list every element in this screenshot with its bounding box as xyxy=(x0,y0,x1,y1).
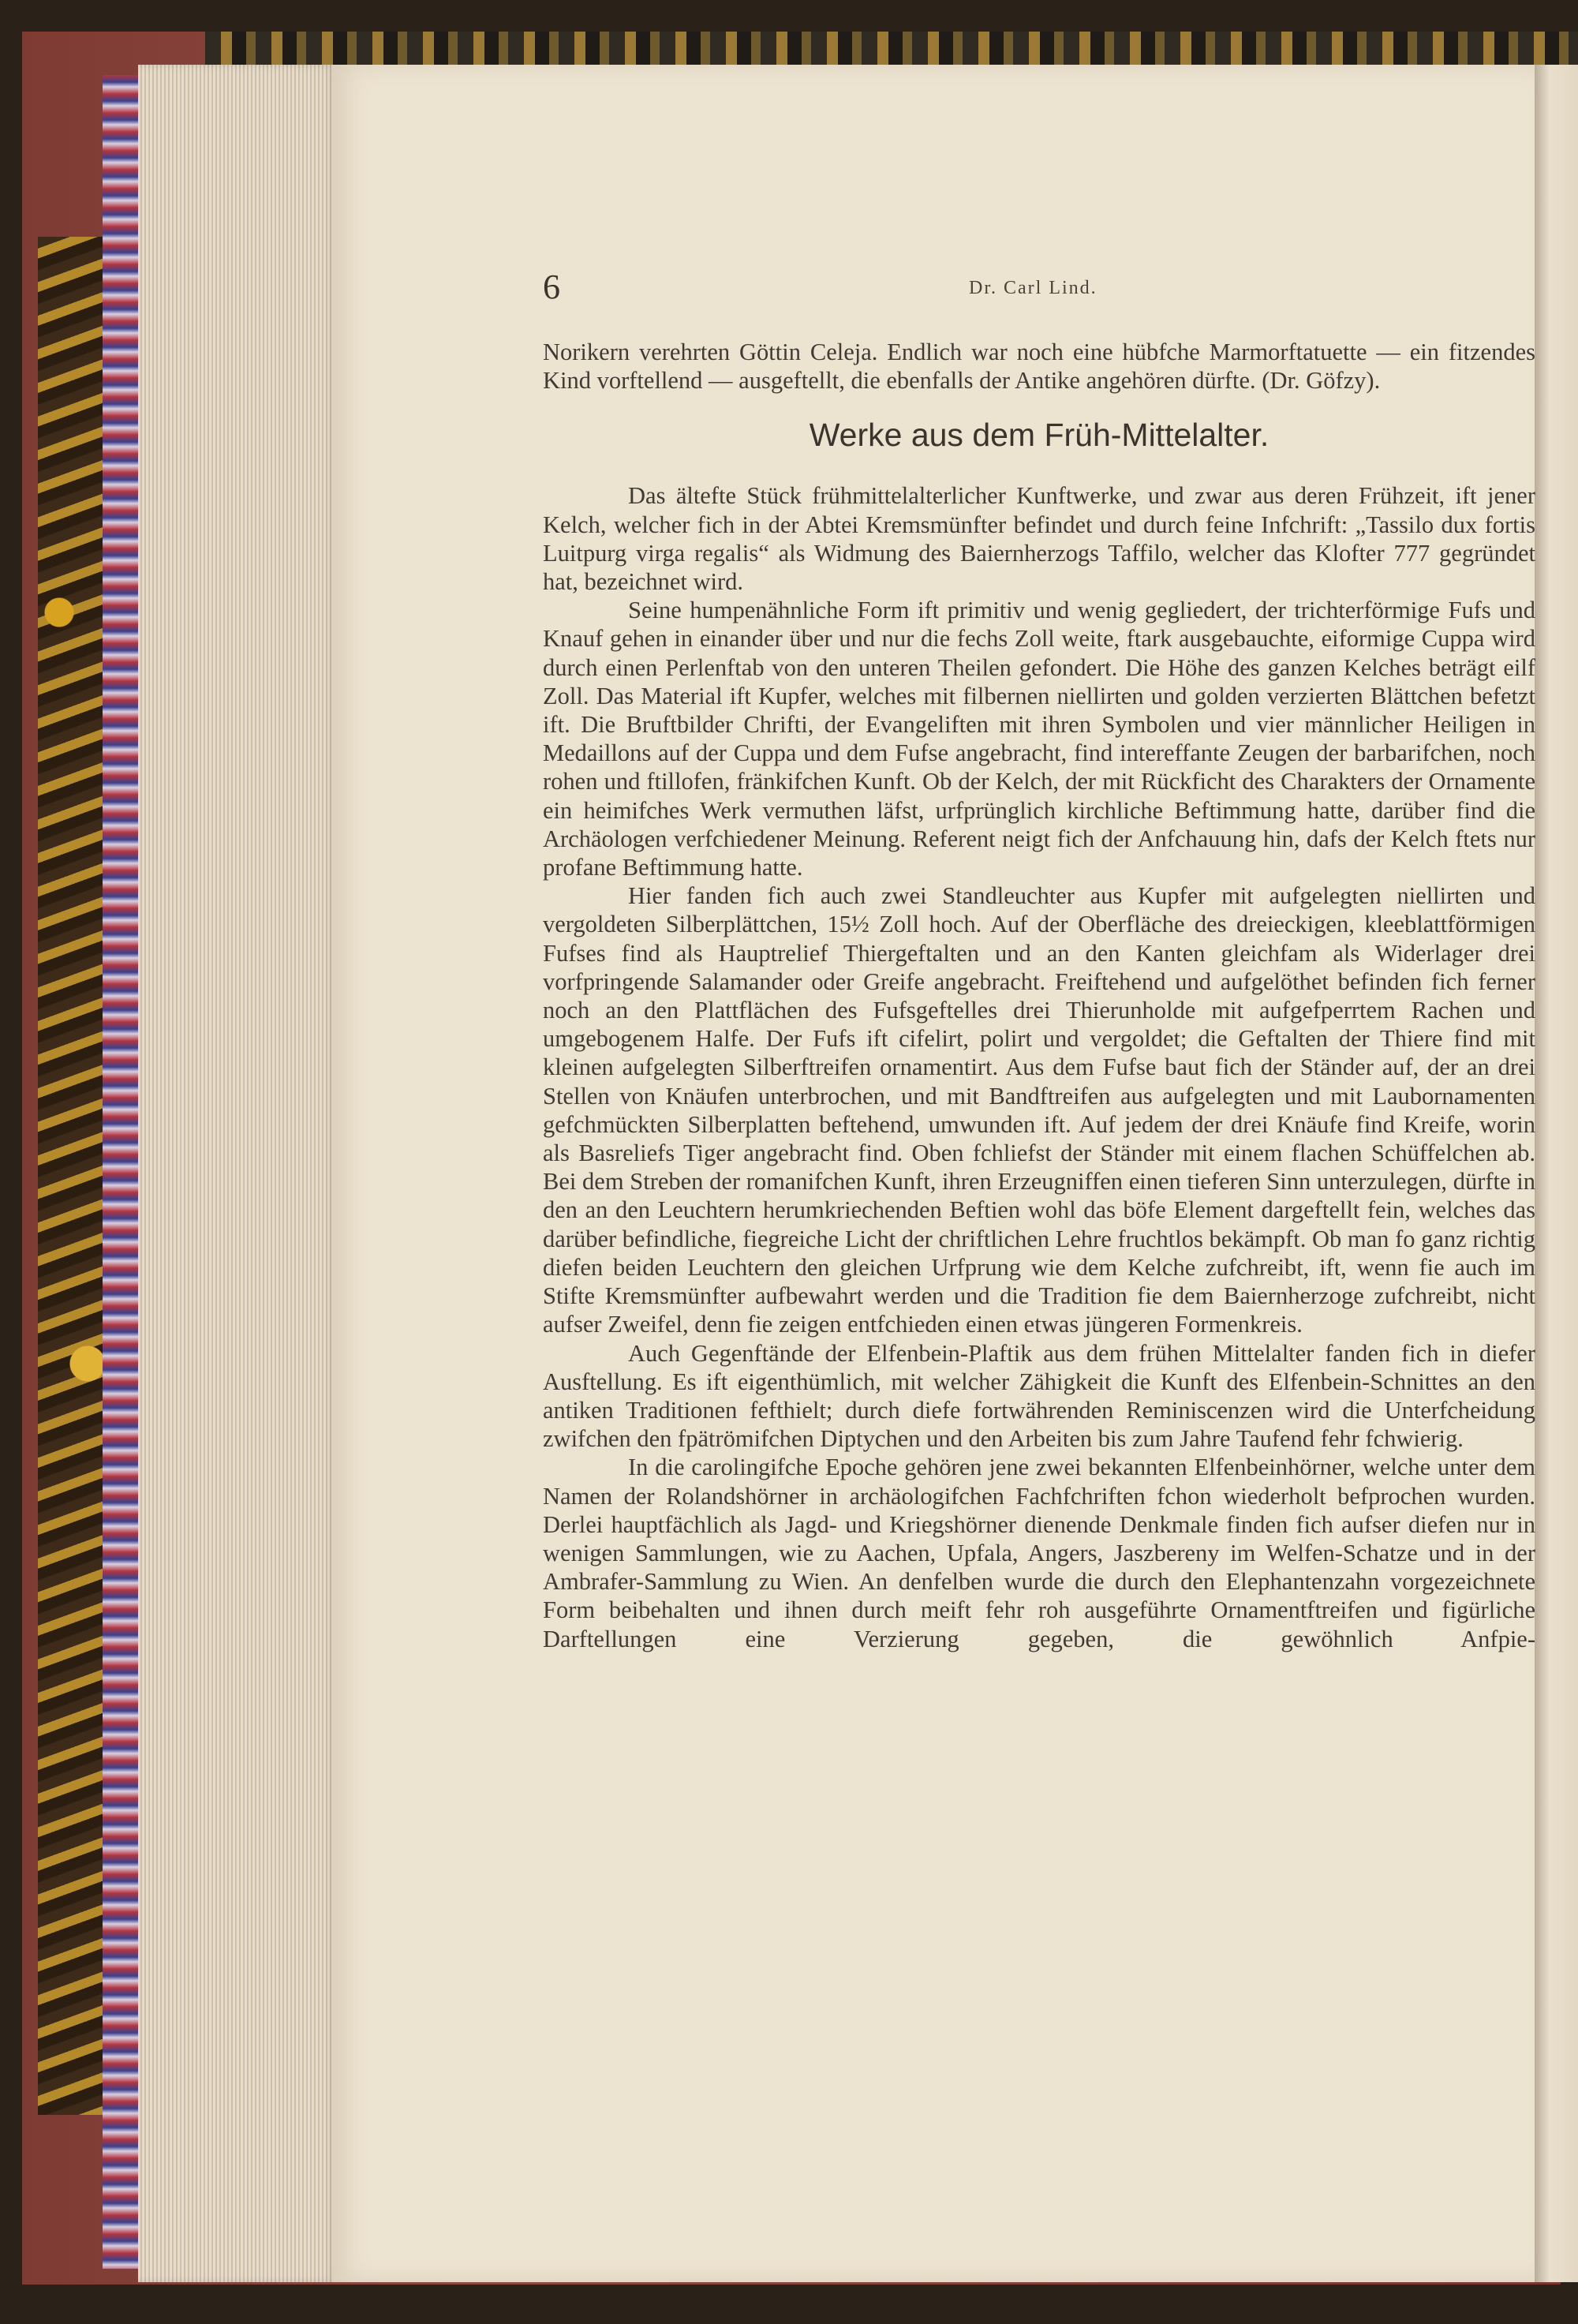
body-text xyxy=(543,338,1535,1653)
facing-page-edge xyxy=(1535,65,1578,2282)
page-stack-edges xyxy=(138,65,335,2282)
section-heading: Werke aus dem Früh-Mittelalter. xyxy=(809,417,1270,454)
marbled-endpaper xyxy=(38,237,109,2115)
paragraph: Auch Gegenftände der Elfenbein-Plaftik aus dem frühen Mittelalter fanden fich in diefer Ausftellung. Es ift eigenthümlich, mit welcher Zähigkeit die Kunft des Elfenbein-Schnittes an den antiken Traditionen fefthielt; durch diefe fortwährenden Reminiscenzen wird die Unterfcheidung zwifchen den fpätrömifchen Diptychen und den Arbeiten bis zum Jahre Taufend fehr fchwierig. xyxy=(543,1339,1535,1453)
page-header xyxy=(543,267,1535,314)
marbled-page-edge xyxy=(103,75,138,2269)
paragraph: Das ältefte Stück frühmittelalterlicher Kunftwerke, und zwar aus deren Frühzeit, ift jener Kelch, welcher fich in der Abtei Kremsmünfter befindet und durch feine Infchrift: „Tassilo dux fortis Luitpurg virga regalis“ als Widmung des Baiernherzogs Taffilo, welcher das Klofter 777 gegründet hat, bezeichnet wird. xyxy=(543,482,1535,596)
paragraph: Seine humpenähnliche Form ift primitiv und wenig gegliedert, der trichterförmige Fufs und Knauf gehen in einander über und nur die fechs Zoll weite, ftark ausgebauchte, eiformige Cuppa wird durch einen Perlenftab von den unteren Theilen gefondert. Die Höhe des ganzen Kelches beträgt eilf Zoll. Das Material ift Kupfer, welches mit filbernen niellirten und golden verzierten Blättchen befetzt ift. Die Bruftbilder Chrifti, der Evangeliften mit ihren Symbolen und vier männlicher Heiligen in Medaillons auf der Cuppa und dem Fufse angebracht, find intereffante Zeugen der barbarifchen, noch rohen und ftillofen, fränkifchen Kunft. Ob der Kelch, der mit Rückficht des Charakters der Ornamente ein heimifches Werk vermuthen läfst, urfprünglich kirchliche Beftimmung hatte, darüber find die Archäologen verfchiedener Meinung. Referent neigt fich der Anfchauung hin, dafs der Kelch ftets nur profane Beftimmung hatte. xyxy=(543,597,1535,881)
intro-paragraph: Norikern verehrten Göttin Celeja. Endlich war noch eine hübfche Marmorftatuette — ein fitzendes Kind vorftellend — ausgeftellt, die ebenfalls der Antike angehören dürfte. (Dr. Göfzy). xyxy=(543,339,1535,395)
paragraph: In die carolingifche Epoche gehören jene zwei bekannten Elfenbeinhörner, welche unter dem Namen der Rolandshörner in archäologifchen Fachfchriften fchon wiederholt befprochen wurden. Derlei hauptfächlich als Jagd- und Kriegshörner dienende Denkmale finden fich aufser diefen nur in wenigen Sammlungen, wie zu Aachen, Upfala, Angers, Jaszbereny im Welfen-Schatze und in der Ambrafer-Sammlung zu Wien. An denfelben wurde die durch den Elephantenzahn vorgezeichnete Form beibehalten und ihnen durch meift fehr roh ausgeführte Ornamentftreifen und figürliche Darftellungen eine Verzierung gegeben, die gewöhnlich Anfpie- xyxy=(543,1454,1535,1652)
page-number: 6 xyxy=(543,268,560,306)
paragraph: Hier fanden fich auch zwei Standleuchter aus Kupfer mit aufgelegten niellirten und vergoldeten Silberplättchen, 15½ Zoll hoch. Auf der Oberfläche des dreieckigen, kleeblattförmigen Fufses find als Hauptrelief Thiergeftalten und an den Kanten gleichfam als Widerlager drei vorfpringende Salamander oder Greife angebracht. Freiftehend und aufgelöthet befinden fich ferner noch an den Plattflächen des Fufsgeftelles drei Thierunholde mit aufgefperrtem Rachen und umgebogenem Halfe. Der Fufs ift cifelirt, polirt und vergoldet; die Geftalten der Thiere find mit kleinen aufgelegten Silberftreifen ornamentirt. Aus dem Fufse baut fich der Ständer auf, der an drei Stellen von Knäufen unterbrochen, und mit Bandftreifen aus aufgelegten und mit Laubornamenten gefchmückten Silberplatten beftehend, umwunden ift. Auf jedem der drei Knäufe find Kreife, worin als Basreliefs Tiger angebracht find. Oben fchliefst der Ständer mit einem flachen Schüffelchen ab. Bei dem Streben der romanifchen Kunft, ihren Erzeugniffen einen tieferen Sinn unterzulegen, dürfte in den an den Leuchtern herumkriechenden Beftien wohl das böfe Element dargeftellt fein, welches das darüber befindliche, fiegreiche Licht der chriftlichen Lehre fruchtlos bekämpft. Ob man fo ganz richtig diefen beiden Leuchtern den gleichen Urfprung wie dem Kelche zufchreibt, ift, wenn fie auch im Stifte Kremsmünfter aufbewahrt werden und die Tradition fie dem Baiernherzoge zufchreibt, nicht aufser Zweifel, denn fie zeigen entfchieden einen etwas jüngeren Formenkreis. xyxy=(543,882,1535,1338)
running-title: Dr. Carl Lind. xyxy=(969,278,1097,298)
